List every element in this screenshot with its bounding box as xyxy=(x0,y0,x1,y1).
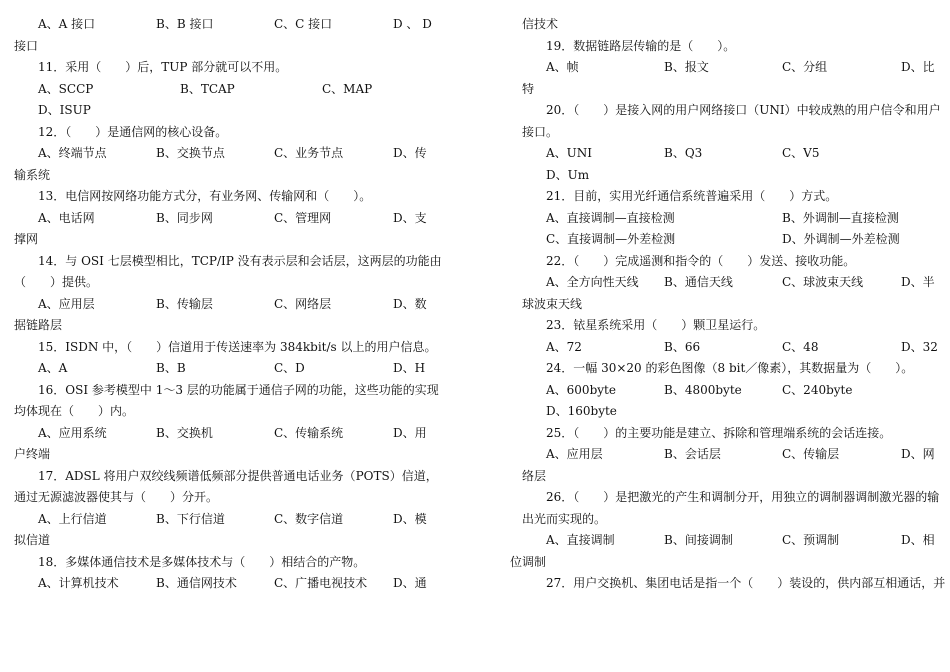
option-continuation: 信技术 xyxy=(522,17,559,31)
option-a: A、UNI xyxy=(546,146,593,160)
option-d: D 、 D xyxy=(393,17,432,31)
option-c: C、传输系统 xyxy=(274,425,344,440)
question-18: 18．多媒体通信技术是多媒体技术与（ ）相结合的产物。 xyxy=(38,554,366,569)
option-c: C、分组 xyxy=(782,60,828,74)
question-22: 22．（ ）完成遥测和指令的（ ）发送、接收功能。 xyxy=(546,253,856,268)
question-14: 14．与 OSI 七层模型相比，TCP/IP 没有表示层和会话层，这两层的功能由 xyxy=(38,253,442,268)
option-c: C、数字信道 xyxy=(274,511,344,526)
option-d: D、用 xyxy=(393,425,427,440)
left-column xyxy=(14,14,442,595)
option-d: D、半 xyxy=(901,275,935,289)
options-row xyxy=(522,380,950,402)
question-24: 24．一幅 30×20 的彩色图像（8 bit／像素），其数据量为（ ）。 xyxy=(546,361,914,375)
option-c: C、管理网 xyxy=(274,210,332,225)
option-continuation: 接口 xyxy=(14,38,39,53)
question-11: 11．采用（ ）后，TUP 部分就可以不用。 xyxy=(38,60,288,74)
option-continuation: 位调制 xyxy=(510,554,547,569)
options-row xyxy=(14,294,430,316)
option-a: A、全方向性天线 xyxy=(546,275,639,289)
question-continuation: 均体现在（ ）内。 xyxy=(14,404,135,418)
option-c: C、预调制 xyxy=(782,533,840,547)
option-b: B、Q3 xyxy=(664,146,703,160)
options-row xyxy=(522,229,950,251)
option-d: D、模 xyxy=(393,511,427,526)
options-row xyxy=(14,79,430,101)
option-a: A、72 xyxy=(546,339,582,354)
question-17: 17．ADSL 将用户双绞线频谱低频部分提供普通电话业务（POTS）信道， xyxy=(38,468,438,483)
option-a: A、A 接口 xyxy=(38,17,96,31)
option-a: A、计算机技术 xyxy=(38,576,119,590)
option-a: A、600byte xyxy=(546,382,616,397)
option-b: B、B xyxy=(156,361,186,375)
option-a: A、帧 xyxy=(546,60,579,74)
question-19: 19．数据链路层传输的是（ ）。 xyxy=(546,38,736,53)
option-b: B、交换节点 xyxy=(156,146,225,160)
question-continuation: 通过无源滤波器使其与（ ）分开。 xyxy=(14,490,219,504)
question-20: 20．（ ）是接入网的用户网络接口（UNI）中较成熟的用户信令和用户 xyxy=(546,103,941,117)
option-b: B、会话层 xyxy=(664,447,721,461)
options-row xyxy=(522,143,950,165)
option-c: C、240byte xyxy=(782,382,853,397)
option-b: B、通信天线 xyxy=(664,275,733,289)
option-d: D、网 xyxy=(901,447,935,461)
options-row xyxy=(522,444,950,466)
option-d: D、支 xyxy=(393,210,427,225)
option-b: B、4800byte xyxy=(664,382,742,397)
option-d-line: D、Um xyxy=(546,167,590,182)
option-c: C、MAP xyxy=(322,81,373,96)
option-b: B、TCAP xyxy=(180,81,235,96)
option-d: D、外调制—外差检测 xyxy=(782,232,900,246)
options-row xyxy=(14,143,430,165)
question-21: 21．目前，实用光纤通信系统普遍采用（ ）方式。 xyxy=(546,189,838,203)
option-c: C、网络层 xyxy=(274,296,332,311)
question-12: 12．（ ）是通信网的核心设备。 xyxy=(38,124,228,139)
option-c: C、D xyxy=(274,361,305,375)
option-continuation: 户终端 xyxy=(14,447,51,461)
option-d-line: D、ISUP xyxy=(38,103,91,117)
option-continuation: 球波束天线 xyxy=(522,296,583,311)
option-b: B、B 接口 xyxy=(156,17,214,31)
option-a: A、直接调制—直接检测 xyxy=(546,210,675,225)
options-row xyxy=(14,14,430,36)
option-a: A、A xyxy=(38,361,68,375)
options-row xyxy=(522,208,950,230)
options-row xyxy=(522,337,950,359)
option-d: D、比 xyxy=(901,60,935,74)
option-b: B、66 xyxy=(664,339,701,354)
question-25: 25．（ ）的主要功能是建立、拆除和管理端系统的会话连接。 xyxy=(546,425,892,440)
option-c: C、业务节点 xyxy=(274,146,344,160)
option-continuation: 据链路层 xyxy=(14,318,63,332)
option-d: D、数 xyxy=(393,296,427,311)
option-continuation: 撑网 xyxy=(14,232,39,246)
option-d-line: D、160byte xyxy=(546,404,617,418)
option-b: B、下行信道 xyxy=(156,511,225,526)
options-row xyxy=(522,272,950,294)
option-d: D、通 xyxy=(393,576,427,590)
option-b: B、通信网技术 xyxy=(156,576,237,590)
option-a: A、应用层 xyxy=(546,447,603,461)
option-d: D、32 xyxy=(901,339,938,354)
option-c: C、传输层 xyxy=(782,447,840,461)
option-b: B、传输层 xyxy=(156,296,213,311)
options-row xyxy=(522,57,950,79)
right-column xyxy=(510,14,950,595)
question-continuation: （ ）提供。 xyxy=(14,275,99,289)
option-d: D、传 xyxy=(393,146,427,160)
options-row xyxy=(14,423,430,445)
option-b: B、间接调制 xyxy=(664,533,733,547)
option-continuation: 输系统 xyxy=(14,167,51,182)
option-a: A、电话网 xyxy=(38,210,95,225)
question-13: 13．电信网按网络功能方式分，有业务网、传输网和（ ）。 xyxy=(38,189,372,203)
option-c: C、C 接口 xyxy=(274,17,333,31)
option-b: B、同步网 xyxy=(156,210,213,225)
option-c: C、48 xyxy=(782,339,819,354)
option-b: B、外调制—直接检测 xyxy=(782,210,899,225)
option-c: C、V5 xyxy=(782,146,820,160)
option-continuation: 拟信道 xyxy=(14,533,51,547)
options-row xyxy=(14,358,430,380)
options-row xyxy=(14,509,430,531)
option-a: A、应用系统 xyxy=(38,425,107,440)
question-15: 15．ISDN 中，（ ）信道用于传送速率为 384kbit/s 以上的用户信息。 xyxy=(38,339,437,354)
option-d: D、H xyxy=(393,361,426,375)
option-c: C、直接调制—外差检测 xyxy=(546,232,676,246)
question-23: 23．铱星系统采用（ ）颗卫星运行。 xyxy=(546,318,766,332)
option-b: B、交换机 xyxy=(156,425,213,440)
question-continuation: 接口。 xyxy=(522,124,559,139)
option-a: A、SCCP xyxy=(38,81,94,96)
option-a: A、应用层 xyxy=(38,296,95,311)
question-26: 26．（ ）是把激光的产生和调制分开，用独立的调制器调制激光器的输 xyxy=(546,490,940,504)
option-d: D、相 xyxy=(901,533,935,547)
option-c: C、球波束天线 xyxy=(782,275,864,289)
option-a: A、上行信道 xyxy=(38,511,107,526)
options-row xyxy=(14,573,430,595)
question-16: 16．OSI 参考模型中 1～3 层的功能属于通信子网的功能，这些功能的实现 xyxy=(38,382,439,397)
options-row xyxy=(14,208,430,230)
question-continuation: 出光而实现的。 xyxy=(522,511,607,526)
option-a: A、终端节点 xyxy=(38,146,107,160)
option-continuation: 络层 xyxy=(522,468,547,483)
option-a: A、直接调制 xyxy=(546,533,615,547)
options-row xyxy=(522,530,950,552)
question-27: 27．用户交换机、集团电话是指一个（ ）装设的，供内部互相通话，并 xyxy=(546,576,946,590)
option-c: C、广播电视技术 xyxy=(274,576,368,590)
option-continuation: 特 xyxy=(522,81,535,96)
option-b: B、报文 xyxy=(664,60,709,74)
